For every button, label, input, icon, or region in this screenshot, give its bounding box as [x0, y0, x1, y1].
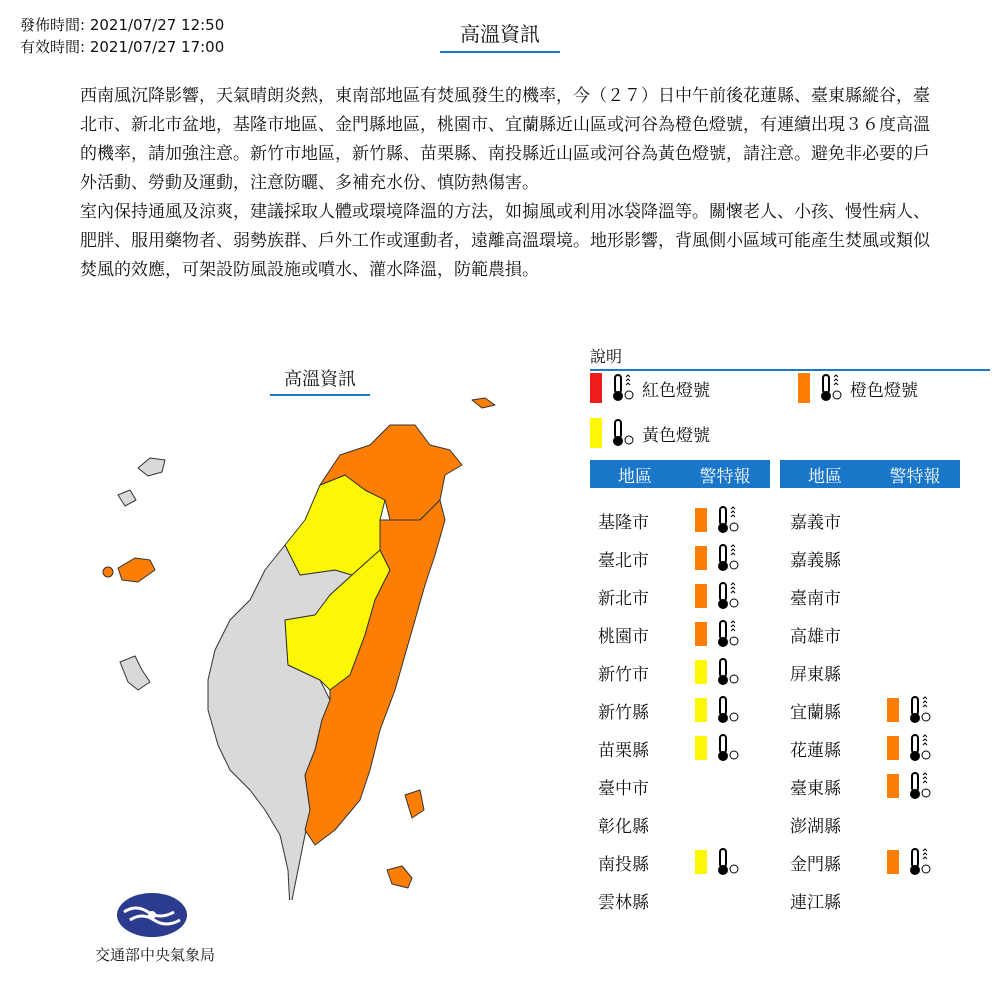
thermometer-icon [715, 657, 741, 687]
table-row [598, 809, 748, 839]
island-green [405, 790, 424, 818]
island-kinmen-small [103, 567, 113, 577]
region-name: 雲林縣 [598, 892, 649, 913]
alert-cell [880, 695, 940, 725]
alert-level-swatch [695, 660, 707, 684]
region-name: 臺中市 [598, 778, 649, 799]
col-alert: 警特報 [699, 466, 751, 487]
issue-time: 發佈時間: 2021/07/27 12:50 [20, 16, 225, 34]
alert-level-swatch [695, 546, 707, 570]
table-row [598, 657, 748, 687]
region-name: 嘉義市 [790, 512, 841, 533]
legend-yellow-swatch [590, 418, 602, 448]
legend-yellow [590, 418, 710, 448]
region-name: 苗栗縣 [598, 740, 649, 761]
page-title: 高溫資訊 [440, 18, 560, 53]
alert-level-swatch [695, 584, 707, 608]
region-name: 臺北市 [598, 550, 649, 571]
thermometer-icon [907, 695, 933, 725]
alert-level-swatch [695, 622, 707, 646]
agency-name: 交通部中央氣象局 [94, 946, 215, 964]
table-row [598, 733, 748, 763]
table-row [598, 885, 748, 915]
description-paragraph-2: 室內保持通風及涼爽，建議採取人體或環境降溫的方法，如搧風或利用冰袋降溫等。關懷老人、小孩、慢性病人、肥胖、服用藥物者、弱勢族群、戶外工作或運動者，遠離高溫環境。地形影響，背風側小區域可能產生焚風或類似焚風的效應，可架設防風設施或噴水、灌水降溫，防範農損。 [80, 202, 930, 280]
table-row [790, 695, 940, 725]
issue-info [20, 14, 224, 58]
thermometer-icon [907, 733, 933, 763]
table-row [598, 543, 748, 573]
thermometer-icon [610, 373, 636, 403]
island-matsu-2 [118, 490, 136, 506]
table-row [790, 505, 940, 535]
table-row [598, 581, 748, 611]
thermometer-icon [715, 733, 741, 763]
alert-cell [688, 581, 748, 611]
island-penghu [120, 656, 150, 690]
table-row [790, 733, 940, 763]
table-row [790, 885, 940, 915]
table-row [790, 543, 940, 573]
thermometer-icon [715, 505, 741, 535]
region-name: 臺南市 [790, 588, 841, 609]
table-row [790, 581, 940, 611]
island-orchid [387, 866, 412, 888]
region-name: 桃園市 [598, 626, 649, 647]
region-name: 連江縣 [790, 892, 841, 913]
legend-title: 說明 [590, 344, 990, 371]
alert-cell [688, 619, 748, 649]
alert-cell [688, 505, 748, 535]
table-row [790, 847, 940, 877]
thermometer-icon [610, 418, 636, 448]
table-row [790, 771, 940, 801]
table-row [598, 847, 748, 877]
thermometer-icon [715, 847, 741, 877]
region-name: 花蓮縣 [790, 740, 841, 761]
thermometer-icon [907, 847, 933, 877]
region-name: 新竹市 [598, 664, 649, 685]
region-name: 基隆市 [598, 512, 649, 533]
thermometer-icon [818, 373, 844, 403]
alert-cell [880, 771, 940, 801]
map-title: 高溫資訊 [270, 365, 370, 396]
thermometer-icon [715, 619, 741, 649]
table-row [790, 619, 940, 649]
taiwan-alert-map [90, 390, 510, 900]
table-row [598, 771, 748, 801]
region-name: 屏東縣 [790, 664, 841, 685]
region-name: 嘉義縣 [790, 550, 841, 571]
alert-cell [880, 847, 940, 877]
valid-time: 有效時間: 2021/07/27 17:00 [20, 38, 225, 56]
col-region: 地區 [808, 466, 842, 487]
island-kinmen [118, 558, 155, 582]
region-name: 宜蘭縣 [790, 702, 841, 723]
table-row [598, 695, 748, 725]
thermometer-icon [715, 581, 741, 611]
table-row [598, 505, 748, 535]
island-turtle [472, 398, 495, 408]
alert-cell [688, 847, 748, 877]
region-name: 高雄市 [790, 626, 841, 647]
alert-level-swatch [887, 850, 899, 874]
island-matsu-1 [138, 458, 165, 476]
thermometer-icon [907, 771, 933, 801]
table-row [598, 619, 748, 649]
alert-level-swatch [695, 736, 707, 760]
legend-red-swatch [590, 373, 602, 403]
thermometer-icon [715, 695, 741, 725]
legend-red [590, 373, 710, 403]
legend-yellow-label: 黃色燈號 [642, 425, 710, 446]
region-name: 新北市 [598, 588, 649, 609]
alert-level-swatch [695, 850, 707, 874]
legend-red-label: 紅色燈號 [642, 380, 710, 401]
legend-orange-swatch [798, 373, 810, 403]
alert-cell [688, 695, 748, 725]
alert-cell [880, 733, 940, 763]
alert-level-swatch [887, 698, 899, 722]
table-header-right [780, 460, 960, 488]
table-row [790, 809, 940, 839]
region-name: 彰化縣 [598, 816, 649, 837]
description-paragraph-1: 西南風沉降影響，天氣晴朗炎熱，東南部地區有焚風發生的機率，今（２７）日中午前後花蓮縣、臺東縣縱谷，臺北市、新北市盆地，基隆市地區、金門縣地區，桃園市、宜蘭縣近山區或河谷為橙色燈號，有連續出現３６度高溫的機率，請加強注意。新竹市地區，新竹縣、苗栗縣、南投縣近山區或河谷為黃色燈號，請注意。避免非必要的戶外活動、勞動及運動，注意防曬、多補充水份、慎防熱傷害。 [80, 86, 930, 193]
legend-orange [798, 373, 918, 403]
alert-level-swatch [887, 736, 899, 760]
alert-level-swatch [695, 508, 707, 532]
description [80, 82, 930, 285]
region-name: 南投縣 [598, 854, 649, 875]
cwb-logo [116, 892, 188, 938]
region-name: 澎湖縣 [790, 816, 841, 837]
alert-cell [688, 543, 748, 573]
col-alert: 警特報 [889, 466, 941, 487]
table-header-left [590, 460, 770, 488]
col-region: 地區 [618, 466, 652, 487]
table-row [790, 657, 940, 687]
alert-cell [688, 657, 748, 687]
region-name: 金門縣 [790, 854, 841, 875]
region-name: 新竹縣 [598, 702, 649, 723]
alert-level-swatch [887, 774, 899, 798]
alert-cell [688, 733, 748, 763]
alert-level-swatch [695, 698, 707, 722]
thermometer-icon [715, 543, 741, 573]
legend-orange-label: 橙色燈號 [850, 380, 918, 401]
region-name: 臺東縣 [790, 778, 841, 799]
